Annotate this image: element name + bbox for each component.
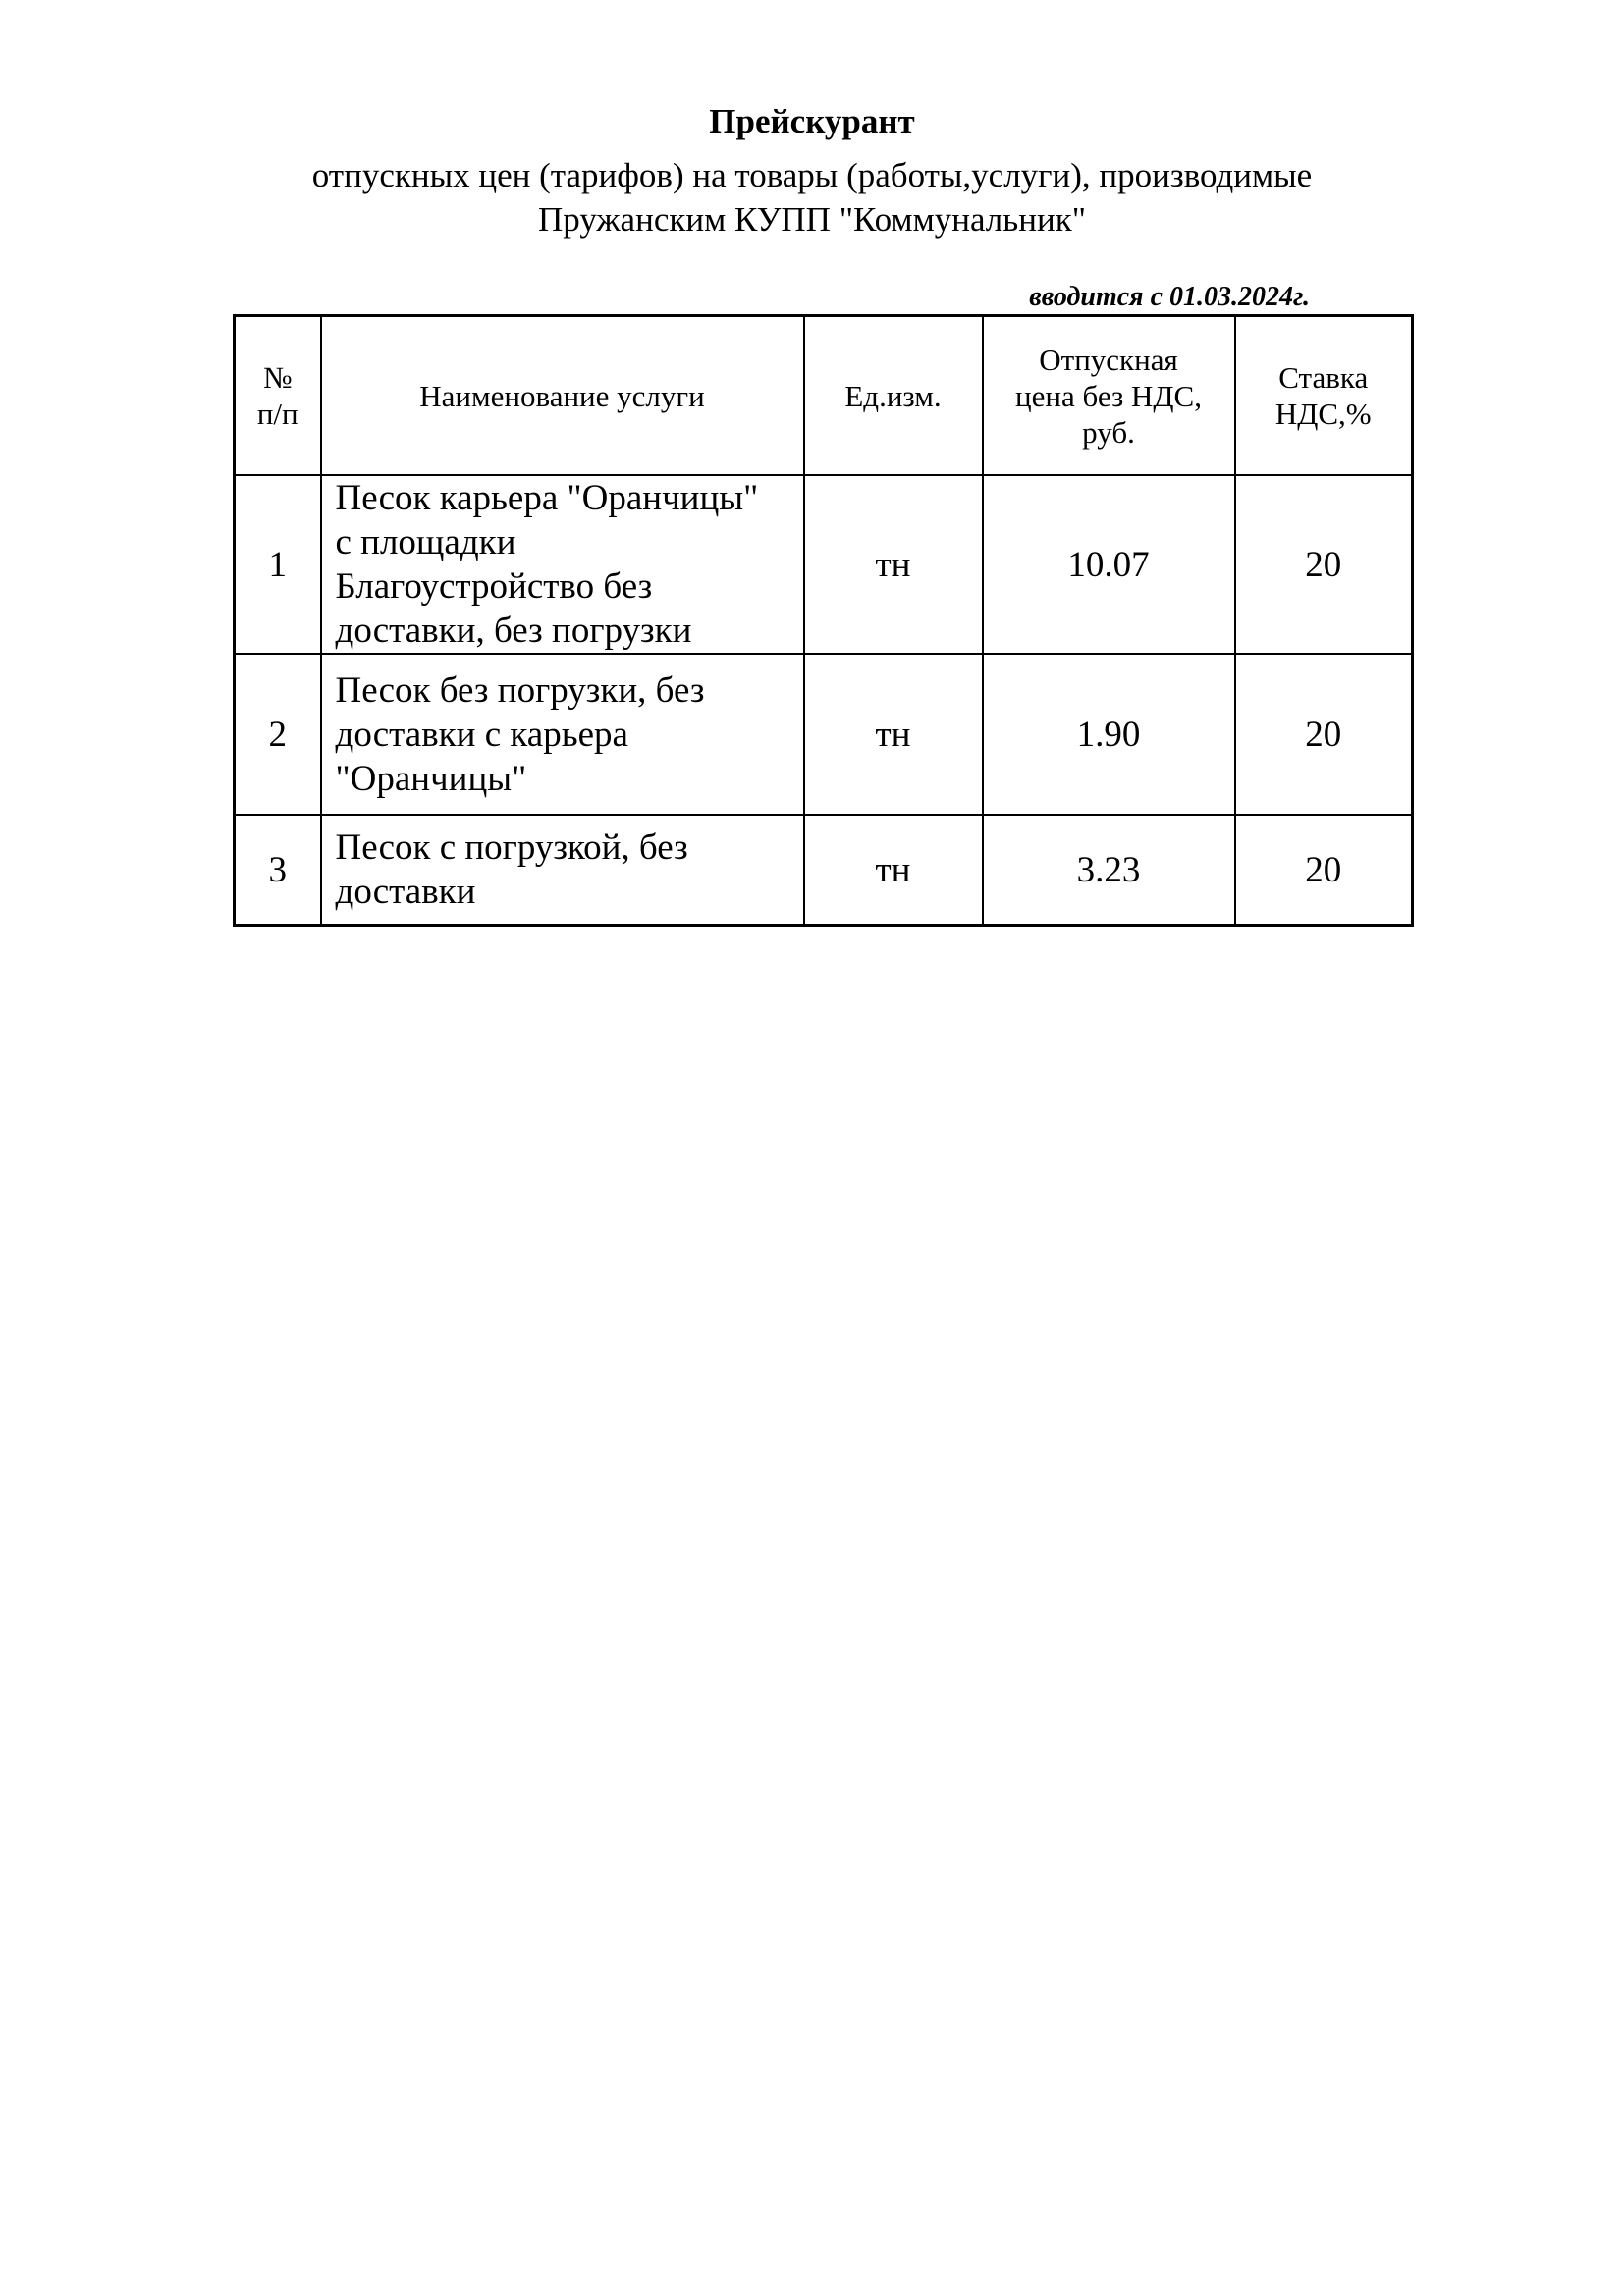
header-price-line-2: цена без НДС,	[1015, 378, 1202, 413]
header-service	[321, 316, 804, 476]
price-table	[233, 314, 1414, 927]
row-service-name	[321, 815, 804, 926]
row-service-name-line: "Оранчицы"	[335, 758, 527, 799]
table-row	[235, 654, 1413, 815]
header-price-line-1: Отпускная	[1039, 342, 1178, 377]
header-unit	[804, 316, 983, 476]
header-price-line-3: руб.	[1082, 414, 1135, 450]
row-price: 1.90	[983, 654, 1235, 815]
row-price: 10.07	[983, 475, 1235, 654]
row-vat: 20	[1235, 654, 1413, 815]
document-subtitle-line-1: отпускных цен (тарифов) на товары (работы,услуги), производимые	[311, 156, 1313, 194]
table-header-row	[235, 316, 1413, 476]
effective-date: вводится с 01.03.2024г.	[1029, 282, 1310, 312]
row-service-name	[321, 654, 804, 815]
row-vat: 20	[1235, 815, 1413, 926]
header-vat-line-1: Ставка	[1278, 360, 1369, 395]
row-service-name-line: с площадки	[335, 522, 516, 562]
row-service-name-line: Благоустройство без	[335, 566, 653, 607]
table-row	[235, 815, 1413, 926]
row-price: 3.23	[983, 815, 1235, 926]
document-title: Прейскурант	[709, 102, 915, 140]
row-number: 1	[235, 475, 321, 654]
row-service-name-line: Песок с погрузкой, без	[335, 828, 688, 868]
document-subtitle-line-2: Пружанским КУПП "Коммунальник"	[538, 200, 1086, 239]
header-vat-line-2: НДС,%	[1274, 397, 1372, 431]
header-number-line-1: №	[262, 360, 293, 395]
row-unit: тн	[804, 475, 983, 654]
header-price	[983, 316, 1235, 476]
header-unit-label: Ед.изм.	[844, 378, 942, 413]
row-service-name-line: Песок карьера "Оранчицы"	[335, 478, 759, 518]
row-service-name-line: доставки, без погрузки	[335, 611, 692, 651]
row-service-name-line: доставки с карьера	[335, 714, 628, 755]
header-vat	[1235, 316, 1413, 476]
row-unit: тн	[804, 654, 983, 815]
row-service-name-line: доставки	[335, 872, 476, 912]
row-vat: 20	[1235, 475, 1413, 654]
row-number: 3	[235, 815, 321, 926]
header-number-line-2: п/п	[256, 397, 298, 431]
table-row	[235, 475, 1413, 654]
header-number	[235, 316, 321, 476]
row-number: 2	[235, 654, 321, 815]
row-service-name-line: Песок без погрузки, без	[335, 669, 705, 711]
header-service-label: Наименование услуги	[419, 378, 705, 413]
row-service-name	[321, 475, 804, 654]
row-unit: тн	[804, 815, 983, 926]
